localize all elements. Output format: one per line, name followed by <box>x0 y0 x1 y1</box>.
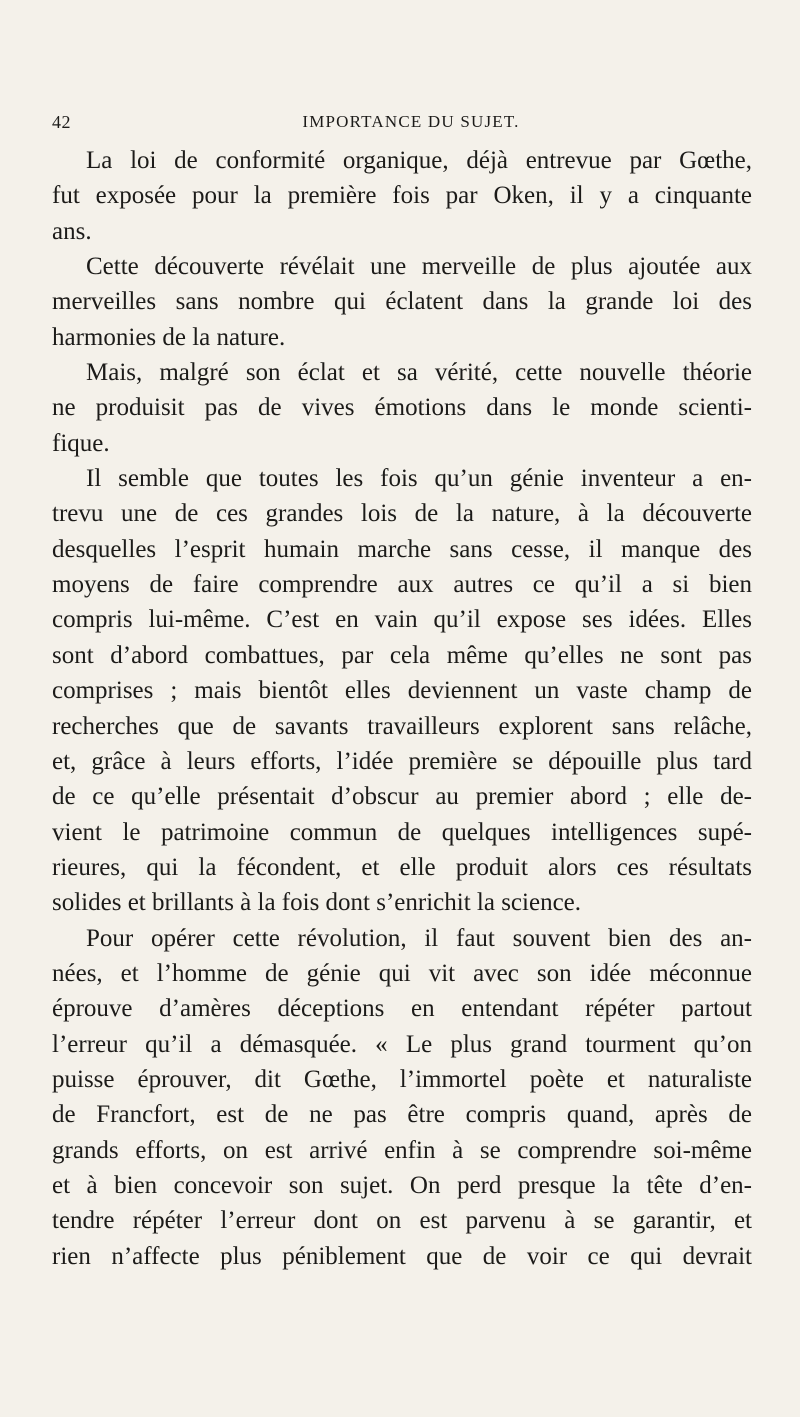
text-line: La loi de conformité organique, déjà entrevue par Gœthe, <box>86 147 752 174</box>
text-line: rien n’affecte plus péniblement que de voir ce qui devrait <box>52 1242 752 1270</box>
text-line: Cette découverte révélait une merveille de plus ajoutée aux <box>86 253 752 281</box>
text-line: nées, et l’homme de génie qui vit avec son idée méconnue <box>52 959 752 987</box>
text-line: rieures, qui la fécondent, et elle produit alors ces résultats <box>52 853 752 881</box>
text-line: fique. <box>52 429 110 457</box>
page-number: 42 <box>52 112 71 132</box>
running-title: IMPORTANCE DU SUJET. <box>302 112 520 131</box>
text-line: sont d’abord combattues, par cela même qu’elles ne sont pas <box>52 641 752 669</box>
text-line: solides et brillants à la fois dont s’enrichit la science. <box>52 889 582 917</box>
text-line: merveilles sans nombre qui éclatent dans la grande loi des <box>52 288 752 316</box>
body-text <box>52 143 752 1274</box>
text-line: puisse éprouver, dit Gœthe, l’immortel poète et naturaliste <box>52 1065 752 1093</box>
text-line: Pour opérer cette révolution, il faut souvent bien des an- <box>86 924 752 952</box>
text-line: ne produisit pas de vives émotions dans le monde scienti- <box>52 394 752 422</box>
text-line: comprises ; mais bientôt elles deviennent un vaste champ de <box>52 677 752 705</box>
text-line: et, grâce à leurs efforts, l’idée première se dépouille plus tard <box>52 747 752 775</box>
text-line: compris lui-même. C’est en vain qu’il expose ses idées. Elles <box>52 606 752 634</box>
text-line: fut exposée pour la première fois par Oken, il y a cinquante <box>52 182 752 210</box>
text-line: tendre répéter l’erreur dont on est parvenu à se garantir, et <box>52 1207 752 1235</box>
text-line: éprouve d’amères déceptions en entendant répéter partout <box>52 995 752 1023</box>
text-line: trevu une de ces grandes lois de la nature, à la découverte <box>52 500 752 528</box>
text-line: desquelles l’esprit humain marche sans cesse, il manque des <box>52 535 752 563</box>
text-line: Mais, malgré son éclat et sa vérité, cette nouvelle théorie <box>86 359 752 387</box>
text-line: ans. <box>52 217 92 245</box>
text-line: vient le patrimoine commun de quelques intelligences supé- <box>52 818 752 846</box>
text-line: harmonies de la nature. <box>52 323 286 351</box>
text-line: l’erreur qu’il a démasquée. « Le plus grand tourment qu’on <box>52 1030 752 1058</box>
text-line: de ce qu’elle présentait d’obscur au premier abord ; elle de- <box>52 783 752 811</box>
text-line: et à bien concevoir son sujet. On perd presque la tête d’en- <box>52 1171 752 1199</box>
text-line: de Francfort, est de ne pas être compris quand, après de <box>52 1101 752 1129</box>
text-line: moyens de faire comprendre aux autres ce qu’il a si bien <box>52 571 752 599</box>
running-head <box>52 112 752 142</box>
text-line: Il semble que toutes les fois qu’un génie inventeur a en- <box>86 465 752 493</box>
text-line: recherches que de savants travailleurs explorent sans relâche, <box>52 712 752 740</box>
text-line: grands efforts, on est arrivé enfin à se comprendre soi-même <box>52 1136 752 1164</box>
